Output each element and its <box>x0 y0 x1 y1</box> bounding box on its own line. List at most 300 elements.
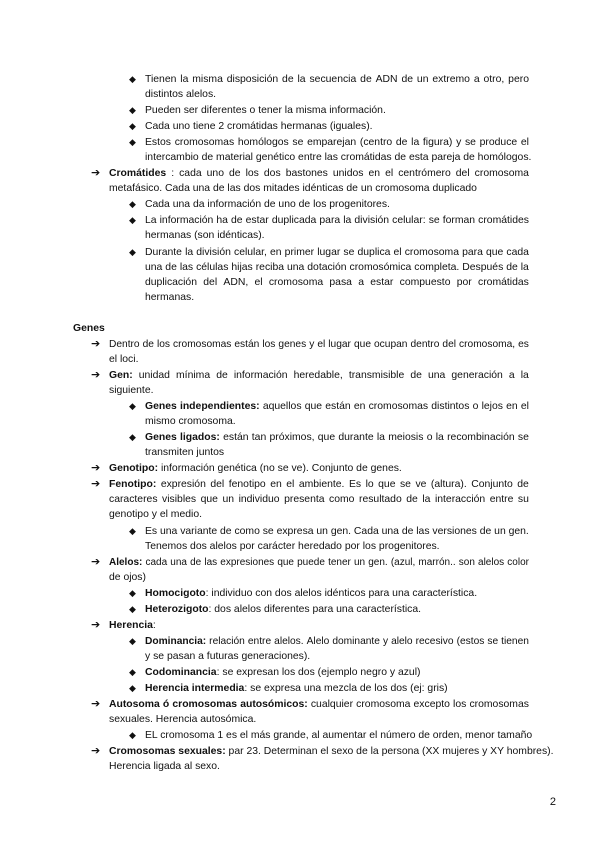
word: el <box>286 479 295 490</box>
word: La <box>145 215 157 226</box>
word: expresa <box>276 526 314 537</box>
word: división <box>354 215 390 226</box>
word: alelos <box>478 557 505 568</box>
word: primer <box>284 247 315 258</box>
word: de <box>231 215 243 226</box>
word: de <box>395 137 408 148</box>
word: marrón.. <box>418 557 456 568</box>
word: meiosis <box>388 432 424 443</box>
term-label: Cromosomas sexuales: <box>109 746 226 757</box>
diamond-bullet-icon: ◆ <box>129 667 136 677</box>
word: los <box>245 168 259 179</box>
word: los <box>156 339 171 350</box>
word: el <box>520 137 529 148</box>
diamond-bullet-icon: ◆ <box>129 215 136 225</box>
word: de <box>517 479 529 490</box>
word: misma <box>192 74 223 85</box>
word: celular, <box>234 247 267 258</box>
arrow-bullet-icon: ➔ <box>91 369 101 381</box>
diamond-bullet-icon: ◆ <box>129 105 136 115</box>
arrow-bullet-icon: ➔ <box>91 462 101 474</box>
word: extremo <box>432 74 470 85</box>
word: ambiente. <box>298 479 345 490</box>
word: de <box>190 557 202 568</box>
word: Fenotipo: <box>109 479 157 490</box>
paragraph-line: distintos alelos. <box>145 89 217 100</box>
word: lejos <box>481 401 503 412</box>
word: lugar <box>328 339 351 350</box>
word: la <box>180 74 189 85</box>
word: celular: <box>392 215 426 226</box>
word: y <box>456 137 462 148</box>
word: de <box>406 494 418 505</box>
word: de <box>142 339 154 350</box>
paragraph-line: genotipo y el medio. <box>109 509 202 520</box>
word: estar <box>370 277 394 288</box>
word: cada <box>179 168 202 179</box>
word: Genes <box>145 401 177 412</box>
word: unidad <box>138 370 170 381</box>
diamond-bullet-icon: ◆ <box>129 247 136 257</box>
word: uno <box>206 168 224 179</box>
paragraph-line: Cada uno tiene 2 cromátidas hermanas (iguales). <box>145 121 373 132</box>
word: dentro <box>410 339 440 350</box>
word: en <box>368 168 381 179</box>
word: presenta <box>284 494 325 505</box>
paragraph-line: Genotipo: información genética (no se ve). Conjunto de genes. <box>109 463 402 474</box>
word: relación <box>209 636 245 647</box>
word: para <box>462 247 483 258</box>
paragraph-line: Heterozigoto: dos alelos diferentes para una característica. <box>145 604 422 615</box>
word: cada <box>145 557 168 568</box>
arrow-bullet-icon: ➔ <box>91 338 101 350</box>
word: el <box>385 168 394 179</box>
word: hijas <box>231 262 253 273</box>
word: cromosomas <box>368 401 429 412</box>
word: o <box>426 432 433 443</box>
word: cromosomas <box>173 339 232 350</box>
word: del <box>442 339 457 350</box>
word: las <box>416 526 430 537</box>
word: duplicación <box>145 277 197 288</box>
word: de <box>282 74 294 85</box>
word: de <box>401 74 414 85</box>
word: a <box>358 277 364 288</box>
diamond-bullet-icon: ◆ <box>129 526 136 536</box>
paragraph-line <box>109 368 529 383</box>
paragraph-line: Codominancia: se expresan los dos (ejemplo negro y azul) <box>145 667 421 678</box>
word: durante <box>338 432 374 443</box>
word: células <box>196 262 229 273</box>
word: lo <box>365 479 374 490</box>
word: las <box>204 557 218 568</box>
word: que <box>353 339 371 350</box>
arrow-bullet-icon: ➔ <box>91 745 101 757</box>
word: los <box>453 699 467 710</box>
word: cromosoma <box>474 168 529 179</box>
paragraph-line <box>109 337 529 352</box>
word: de <box>479 526 492 537</box>
word: estar <box>245 215 269 226</box>
word: aquellos <box>262 401 302 412</box>
word: son <box>458 557 475 568</box>
word: forman <box>442 215 476 226</box>
word: ADN <box>375 74 398 85</box>
word: de <box>165 262 177 273</box>
word: cromosomas <box>174 137 235 148</box>
word: pasa <box>329 277 352 288</box>
word: cromosoma, <box>459 339 516 350</box>
word: cromosómica <box>349 262 412 273</box>
word: visibles <box>162 494 197 505</box>
paragraph-line: el loci. <box>109 354 139 365</box>
paragraph-line <box>145 72 529 87</box>
word: en <box>353 401 366 412</box>
arrow-bullet-icon: ➔ <box>91 556 101 568</box>
word: su <box>517 494 529 505</box>
term-label: Herencia <box>109 620 153 631</box>
paragraph-line: Cada una da información de uno de los progenitores. <box>145 199 390 210</box>
word: que <box>317 432 336 443</box>
word: Dominancia: <box>145 636 207 647</box>
term-label: Homocigoto <box>145 588 206 599</box>
word: de <box>401 526 414 537</box>
paragraph-line: intercambio de material genético entre las cromátidas de esta pareja de homólogos. <box>145 152 532 163</box>
word: de <box>360 74 372 85</box>
word: cromosoma <box>404 247 459 258</box>
word: dominante <box>332 636 380 647</box>
word: una <box>145 262 163 273</box>
word: resultado <box>358 494 402 505</box>
word: dos <box>263 168 281 179</box>
paragraph-line <box>109 555 529 570</box>
paragraph-line <box>109 477 529 492</box>
word: el <box>393 247 402 258</box>
word: excepto <box>413 699 450 710</box>
diamond-bullet-icon: ◆ <box>129 588 136 598</box>
word: el <box>317 339 326 350</box>
word: por <box>456 277 472 288</box>
word: individuo <box>238 494 280 505</box>
word: están <box>234 339 260 350</box>
word: tan <box>251 432 267 443</box>
word: Cromátides <box>109 168 167 179</box>
word: la <box>297 74 306 85</box>
word: entre <box>247 636 272 647</box>
word: las <box>179 262 194 273</box>
word: un <box>353 557 366 568</box>
word: compuesto <box>399 277 451 288</box>
word: del <box>455 168 470 179</box>
word: una <box>170 557 187 568</box>
word: ó <box>162 699 170 710</box>
word: Gen: <box>109 370 133 381</box>
word: en <box>506 401 518 412</box>
word: mínima <box>176 370 211 381</box>
word: se <box>517 432 529 443</box>
word: generación <box>451 370 503 381</box>
word: recombinación <box>447 432 515 443</box>
word: se <box>464 137 476 148</box>
word: se <box>399 479 411 490</box>
word: el <box>254 277 263 288</box>
word: ADN, <box>223 277 249 288</box>
paragraph-line: Herencia: <box>109 620 156 631</box>
word: ha <box>216 215 228 226</box>
paragraph-line <box>109 166 529 181</box>
word: la <box>343 215 352 226</box>
paragraph-line <box>145 260 529 275</box>
word: a <box>473 74 480 85</box>
term-label: Codominancia <box>145 667 217 678</box>
paragraph-line <box>145 399 529 414</box>
word: dotación <box>307 262 347 273</box>
word: el <box>520 401 529 412</box>
word: que <box>485 247 504 258</box>
word: disposición <box>226 74 279 85</box>
paragraph-line <box>109 492 529 507</box>
word: cromosomas <box>172 699 238 710</box>
word: (altura). <box>430 479 467 490</box>
word: de <box>506 262 518 273</box>
word: autosómicos: <box>240 699 308 710</box>
word: duplica <box>357 247 391 258</box>
word: recesivo <box>415 636 454 647</box>
arrow-bullet-icon: ➔ <box>91 478 101 490</box>
paragraph-line: Cromosomas sexuales: par 23. Determinan el sexo de la persona (XX mujeres y XY hombres). <box>109 746 554 757</box>
word: como <box>329 494 355 505</box>
word: Es <box>348 479 362 490</box>
diamond-bullet-icon: ◆ <box>129 604 136 614</box>
diamond-bullet-icon: ◆ <box>129 401 136 411</box>
word: figura) <box>422 137 453 148</box>
word: emparejan <box>307 137 357 148</box>
word: un <box>494 526 506 537</box>
word: transmisible <box>348 370 405 381</box>
paragraph-line: metafásico. Cada una de las dos mitades idénticas de un cromosoma duplicado <box>109 183 477 194</box>
word: la <box>185 247 194 258</box>
word: tener <box>328 557 351 568</box>
word: cromátidas <box>478 277 529 288</box>
diamond-bullet-icon: ◆ <box>129 683 136 693</box>
paragraph-line: EL cromosoma 1 es el más grande, al aumentar el número de orden, menor tamaño <box>145 730 533 741</box>
paragraph-line: siguiente. <box>109 385 154 396</box>
word: un <box>416 74 429 85</box>
word: una <box>381 526 399 537</box>
paragraph-line: Pueden ser diferentes o tener la misma información. <box>145 105 386 116</box>
word: : <box>171 168 175 179</box>
word: un <box>222 494 235 505</box>
arrow-bullet-icon: ➔ <box>91 698 101 710</box>
word: Conjunto <box>471 479 513 490</box>
word: los <box>262 339 276 350</box>
paragraph-line <box>145 135 529 150</box>
arrow-bullet-icon: ➔ <box>91 619 101 631</box>
term-label: Herencia intermedia <box>145 683 245 694</box>
word: un <box>316 526 328 537</box>
word: próximos, <box>269 432 315 443</box>
word: Alelo <box>306 636 330 647</box>
paragraph-line: Herencia intermedia: se expresa una mezcla de los dos (ej: gris) <box>145 683 448 694</box>
paragraph-line: mismo cromosoma. <box>145 416 236 427</box>
word: unidos <box>332 168 364 179</box>
paragraph-line: y se pasan a futuras generaciones). <box>145 651 311 662</box>
word: o <box>472 401 479 412</box>
word: genes <box>278 339 307 350</box>
word: caracteres <box>109 494 158 505</box>
word: que <box>200 494 218 505</box>
paragraph-line <box>145 275 529 290</box>
word: entre <box>489 494 514 505</box>
word: puede <box>297 557 325 568</box>
word: gen. <box>508 526 529 537</box>
word: la <box>422 494 431 505</box>
word: Alelos: <box>109 557 143 568</box>
word: como <box>234 526 260 537</box>
word: es <box>518 339 529 350</box>
word: cromosoma <box>268 277 324 288</box>
word: Dentro <box>109 339 140 350</box>
page-number: 2 <box>549 796 556 808</box>
word: (estos <box>456 636 485 647</box>
word: de <box>216 370 228 381</box>
word: información <box>233 370 288 381</box>
word: centrómero <box>398 168 451 179</box>
word: cualquier <box>310 699 354 710</box>
paragraph-line: Homocigoto: individuo con dos alelos idénticos para una característica. <box>145 588 478 599</box>
term-label: Heterozigoto <box>145 604 209 615</box>
word: información <box>159 215 214 226</box>
word: del <box>210 479 225 490</box>
word: se <box>428 215 440 226</box>
paragraph-line: Herencia ligada al sexo. <box>109 761 220 772</box>
word: independientes: <box>179 401 260 412</box>
paragraph-line: hermanas. <box>145 292 195 303</box>
paragraph-line: transmiten juntos <box>145 447 225 458</box>
word: expresión <box>160 479 206 490</box>
word: se <box>343 247 355 258</box>
word: Autosoma <box>109 699 160 710</box>
word: Durante <box>145 247 182 258</box>
word: una <box>427 370 446 381</box>
word: la <box>520 370 529 381</box>
word: cada <box>506 247 529 258</box>
word: la <box>435 432 444 443</box>
paragraph-line: sexuales. Herencia autosómica. <box>109 714 257 725</box>
paragraph-line: de ojos) <box>109 572 146 583</box>
word: homólogos <box>237 137 289 148</box>
word: división <box>196 247 231 258</box>
word: ve <box>415 479 427 490</box>
word: color <box>507 557 529 568</box>
word: Tienen <box>145 74 177 85</box>
word: lugar <box>317 247 341 258</box>
word: duplicada <box>271 215 317 226</box>
word: la <box>376 432 385 443</box>
word: gen. <box>330 526 352 537</box>
word: cromosoma <box>356 699 411 710</box>
diamond-bullet-icon: ◆ <box>129 730 136 740</box>
word: ocupan <box>374 339 408 350</box>
word: y <box>309 339 315 350</box>
word: cromátides <box>478 215 529 226</box>
paragraph-line: Tenemos dos alelos por carácter heredado por los progenitores. <box>145 541 440 552</box>
arrow-bullet-icon: ➔ <box>91 167 101 179</box>
word: (azul, <box>390 557 416 568</box>
word: del <box>203 277 218 288</box>
word: interacción <box>434 494 486 505</box>
word: produce <box>479 137 518 148</box>
word: (centro <box>359 137 393 148</box>
word: alelos. <box>274 636 304 647</box>
word: pero <box>508 74 529 85</box>
word: expresiones <box>220 557 275 568</box>
word: se <box>262 526 274 537</box>
paragraph-line <box>145 430 529 445</box>
word: y <box>382 636 389 647</box>
paragraph-line <box>145 524 529 539</box>
diamond-bullet-icon: ◆ <box>129 137 136 147</box>
diamond-bullet-icon: ◆ <box>129 74 136 84</box>
word: están <box>223 432 249 443</box>
diamond-bullet-icon: ◆ <box>129 636 136 646</box>
word: Después <box>462 262 504 273</box>
word: heredable, <box>293 370 343 381</box>
word: distintos <box>431 401 470 412</box>
word: variante <box>180 526 218 537</box>
word: cromosomas <box>469 699 529 710</box>
word: fenotipo <box>228 479 266 490</box>
word: de <box>410 370 422 381</box>
word: la <box>411 137 420 148</box>
paragraph-line <box>145 634 529 649</box>
paragraph-line <box>109 697 529 712</box>
word: versiones <box>432 526 477 537</box>
diamond-bullet-icon: ◆ <box>129 121 136 131</box>
word: completa. <box>414 262 460 273</box>
word: de <box>220 526 232 537</box>
word: reciba <box>255 262 285 273</box>
word: se <box>487 636 499 647</box>
section-heading: Genes <box>73 323 105 334</box>
word: que <box>304 401 323 412</box>
paragraph-line <box>145 245 529 260</box>
word: la <box>520 262 529 273</box>
word: una <box>286 262 305 273</box>
word: secuencia <box>309 74 357 85</box>
word: se <box>292 137 304 148</box>
word: que <box>277 557 294 568</box>
word: Genes <box>145 432 177 443</box>
word: en <box>270 479 282 490</box>
word: Cada <box>353 526 379 537</box>
word: una <box>160 526 178 537</box>
word: en <box>270 247 282 258</box>
paragraph-line: hermanas (son idénticas). <box>145 230 265 241</box>
diamond-bullet-icon: ◆ <box>129 432 136 442</box>
word: otro, <box>483 74 505 85</box>
word: de <box>229 168 241 179</box>
diamond-bullet-icon: ◆ <box>129 199 136 209</box>
paragraph-line <box>145 213 529 228</box>
word: tienen <box>501 636 529 647</box>
word: bastones <box>285 168 328 179</box>
word: para <box>319 215 341 226</box>
word: están <box>325 401 351 412</box>
word: Es <box>145 526 158 537</box>
term-label: Genotipo: <box>109 463 159 474</box>
word: gen. <box>368 557 388 568</box>
